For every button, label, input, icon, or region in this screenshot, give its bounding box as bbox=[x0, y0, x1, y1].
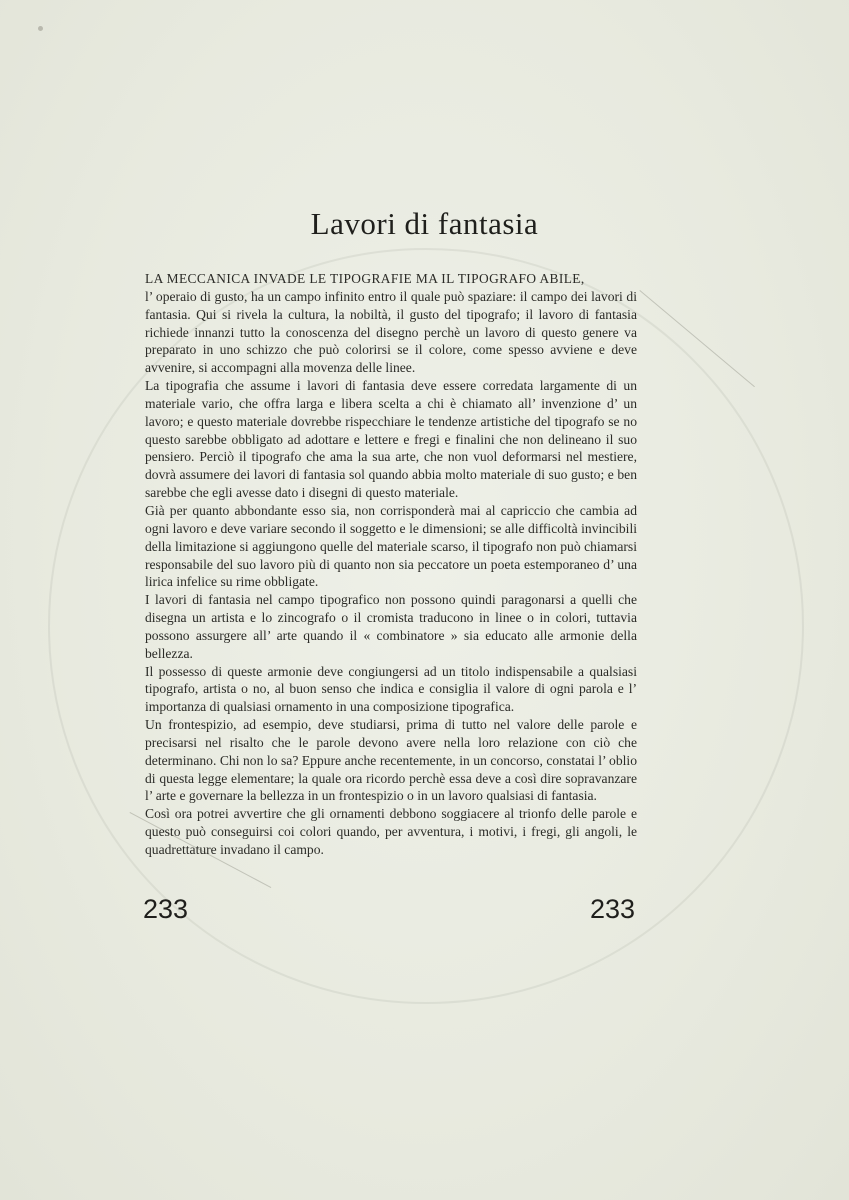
paragraph bbox=[145, 270, 637, 377]
paragraph: Il possesso di queste armonie deve congiungersi ad un titolo indispensabile a qualsiasi tipografo, artista o no, al buon senso che indica e consiglia il valore di ogni parola e l’ importanza di qualsiasi ornamento in una composizione tipografica. bbox=[145, 663, 637, 715]
paragraph: Un frontespizio, ad esempio, deve studiarsi, prima di tutto nel valore delle parole e precisarsi nel risalto che le parole devono avere nella loro relazione con ciò che determinano. Chi non lo sa? Eppure anche recentemente, in un concorso, constatai l’ oblio di questa legge elementare; la quale ora ricordo perchè essa deve a così dire sopravanzare l’ arte e governare la bellezza in un frontespizio o in un lavoro qualsiasi di fantasia. bbox=[145, 717, 637, 804]
paragraph: Già per quanto abbondante esso sia, non corrisponderà mai al capriccio che cambia ad ogni lavoro e deve variare secondo il soggetto e le dimensioni; se alle difficoltà invincibili della limitazione si aggiungono quelle del materiale scarso, il tipografo non può chiamarsi responsabile del suo lavoro più di quanto non sia peccatore un poeta estemporaneo d’ una lirica infelice su rime obbligate. bbox=[145, 502, 637, 590]
page-number-left: 233 bbox=[143, 894, 189, 924]
paragraph: La tipografia che assume i lavori di fantasia deve essere corredata largamente di un materiale vario, che offra larga e libera scelta a chi è chiamato all’ invenzione d’ un lavoro; e questo materiale dovrebbe rispecchiare le tendenze artistiche del tipografo se no questo sarebbe obbligato ad adottare e lettere e fregi e finalini che non delineano il suo pensiero. Perciò il tipografo che ama la sua arte, che non vuol deformarsi nel mestiere, dovrà assumere dei lavori di fantasia sol quando abbia molto materiale di suo gusto; e ben sarebbe che egli avesse dato i disegni di questo materiale. bbox=[145, 378, 637, 501]
lead-in-caps: LA MECCANICA INVADE LE TIPOGRAFIE MA IL TIPOGRAFO ABILE, bbox=[145, 271, 585, 286]
paper-speck bbox=[38, 26, 43, 31]
page-title: Lavori di fantasia bbox=[310, 206, 539, 241]
paragraph-text: l’ operaio di gusto, ha un campo infinito entro il quale può spaziare: il campo dei lavori di fantasia. Qui si rivela la cultura, la nobiltà, il gusto del tipografo; il lavoro di fantasia richiede innanzi tutto la conoscenza del disegno perchè un lavoro di questo genere va preparato in uno schizzo che può colorirsi se il colore, come spesso avviene e deve avvenire, si accompagni alla movenza delle linee. bbox=[145, 288, 637, 376]
page-number-right: 233 bbox=[590, 894, 636, 924]
paragraph: Così ora potrei avvertire che gli ornamenti debbono soggiacere al trionfo delle parole e questo può conseguirsi coi colori quando, per avventura, i motivi, i fregi, gli angoli, le quadrettature invadano il campo. bbox=[145, 806, 637, 857]
paragraph: I lavori di fantasia nel campo tipografico non possono quindi paragonarsi a quelli che disegna un artista e lo zincografo o il cromista traducono in linee o in colori, tuttavia possono assurgere all’ arte quando il « combinatore » sia educato alle armonie della bellezza. bbox=[145, 592, 637, 661]
article-body bbox=[145, 270, 637, 859]
